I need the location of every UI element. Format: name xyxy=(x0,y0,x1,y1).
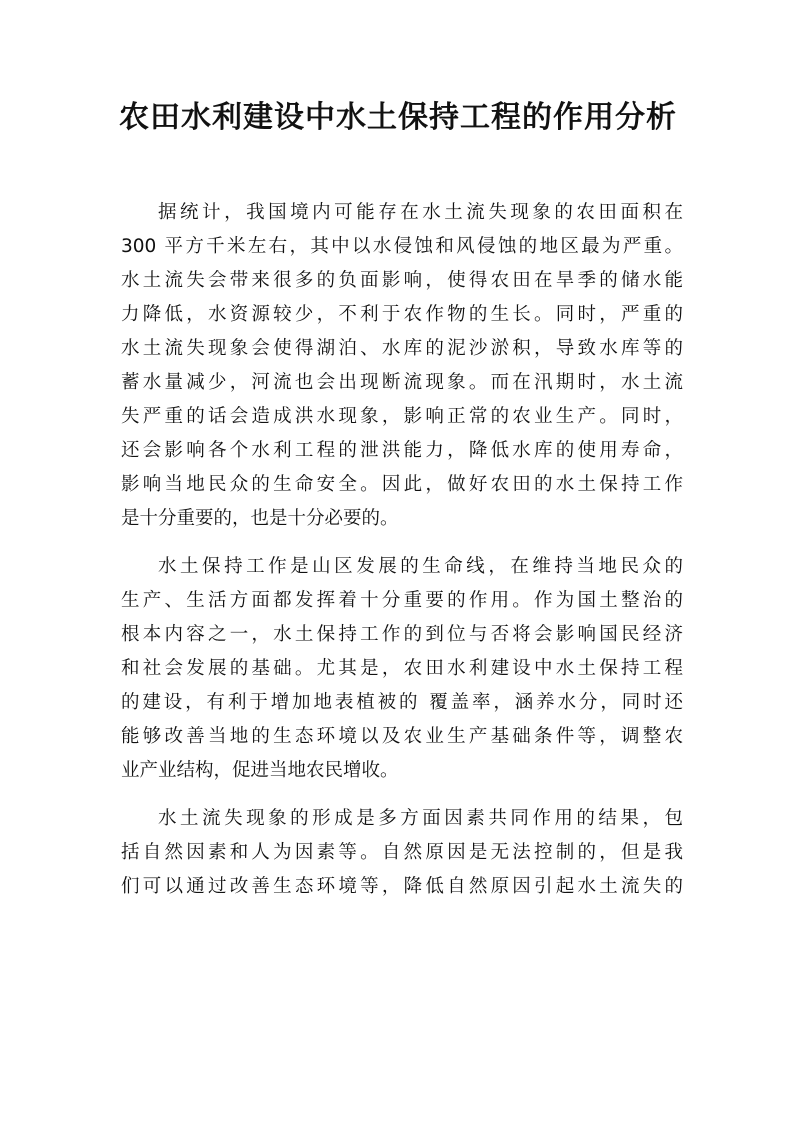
text-line: 还会影响各个水利工程的泄洪能力，降低水库的使用寿命， xyxy=(121,440,683,461)
text-line: 影响当地民众的生命安全。因此，做好农田的水土保持工作 xyxy=(121,474,683,495)
text-line: 根本内容之一，水土保持工作的到位与否将会影响国民经济 xyxy=(121,624,683,645)
text-line: 水土保持工作是山区发展的生命线，在维持当地民众的 xyxy=(158,556,683,577)
text-line: 生产、生活方面都发挥着十分重要的作用。作为国土整治的 xyxy=(121,590,683,611)
text-line: 300 平方千米左右，其中以水侵蚀和风侵蚀的地区最为严重。 xyxy=(121,236,683,257)
text-line: 力降低，水资源较少，不利于农作物的生长。同时，严重的 xyxy=(121,304,683,325)
text-line: 业产业结构，促进当地农民增收。 xyxy=(121,760,399,781)
paragraph-2 xyxy=(121,550,683,788)
paragraph-3 xyxy=(121,802,683,904)
text-line: 蓄水量减少，河流也会出现断流现象。而在汛期时，水土流 xyxy=(121,372,683,393)
text-line: 水土流失会带来很多的负面影响，使得农田在旱季的储水能 xyxy=(121,270,683,291)
text-line: 是十分重要的，也是十分必要的。 xyxy=(121,508,399,529)
document-title: 农田水利建设中水土保持工程的作用分析 xyxy=(119,100,677,135)
text-line: 水土流失现象的形成是多方面因素共同作用的结果，包 xyxy=(158,808,683,829)
paragraph-1 xyxy=(121,196,683,536)
text-line: 括自然因素和人为因素等。自然原因是无法控制的，但是我 xyxy=(121,842,683,863)
text-line: 们可以通过改善生态环境等，降低自然原因引起水土流失的 xyxy=(121,876,683,897)
text-line: 能够改善当地的生态环境以及农业生产基础条件等，调整农 xyxy=(121,726,683,747)
text-line: 的建设，有利于增加地表植被的 覆盖率，涵养水分，同时还 xyxy=(121,692,683,713)
text-line: 据统计，我国境内可能存在水土流失现象的农田面积在 xyxy=(158,202,683,223)
document-body xyxy=(121,196,683,918)
text-line: 失严重的话会造成洪水现象，影响正常的农业生产。同时， xyxy=(121,406,683,427)
text-line: 水土流失现象会使得湖泊、水库的泥沙淤积，导致水库等的 xyxy=(121,338,683,359)
text-line: 和社会发展的基础。尤其是，农田水利建设中水土保持工程 xyxy=(121,658,683,679)
